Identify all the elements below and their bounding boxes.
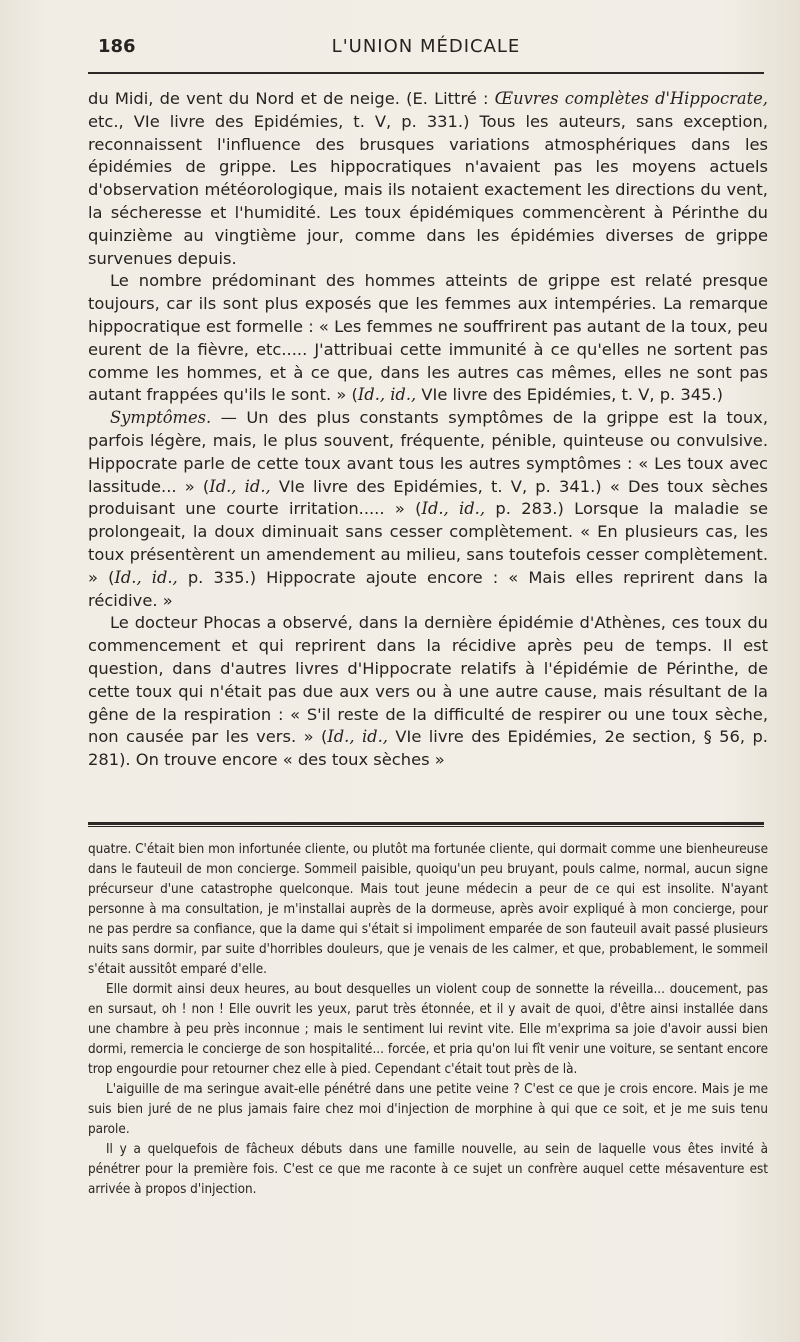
- body-paragraph: [88, 612, 768, 772]
- page-header: [88, 36, 764, 66]
- footnote-paragraph: Il y a quelquefois de fâcheux débuts dans une famille nouvelle, au sein de laquelle vous êtes invité à pénétrer pour la première fois. C'est ce que me raconte à ce sujet un confrère auquel cette mésaventure est arrivée à propos d'injection.: [88, 1142, 768, 1197]
- text-run: Le docteur Phocas a observé, dans la dernière épidémie d'Athènes, ces toux du commencement et qui reprirent dans la récidive après peu de temps. Il est question, dans d'autres livres d'Hippocrate relatifs à l'épidémie de Périnthe, de cette toux qui n'était pas due aux vers ou à une autre cause, mais résultant de la gêne de la respiration : « S'il reste de la difficulté de respirer ou une toux sèche, non causée par les vers. » (: [88, 613, 768, 747]
- header-rule: [88, 72, 764, 74]
- italic-run: Œuvres complètes d'Hippocrate,: [494, 89, 768, 108]
- text-run: p. 335.) Hippocrate ajoute encore : « Mais elles reprirent dans la récidive. »: [88, 567, 768, 610]
- running-title: L'UNION MÉDICALE: [331, 36, 521, 57]
- footnote-paragraph: Elle dormit ainsi deux heures, au bout desquelles un violent coup de sonnette la réveilla... doucement, pas en sursaut, oh ! non ! Elle ouvrit les yeux, parut très étonnée, et il y avait de quoi, d'être ainsi installée dans une chambre à peu près inconnue ; mais le sentiment lui revint vite. Elle m'exprima sa joie d'avoir aussi bien dormi, remercia le concierge de son hospitalité... forcée, et pria qu'on lui fît venir une voiture, se sentant encore trop engourdie pour retourner chez elle à pied. Cependant c'était tout près de là.: [88, 982, 768, 1077]
- text-run: VIe livre des Epidémies, t. V, p. 345.): [416, 385, 723, 405]
- text-run: VIe livre des Epidémies, 2e section, § 56, p. 281). On trouve encore « des toux sèches »: [88, 727, 768, 770]
- footnote-rule: [88, 822, 764, 827]
- main-text: [88, 88, 768, 772]
- footnote-paragraph: L'aiguille de ma seringue avait-elle pénétré dans une petite veine ? C'est ce que je crois encore. Mais je me suis bien juré de ne plus jamais faire chez moi d'injection de morphine à qui que ce soit, et je me suis tenu parole.: [88, 1082, 768, 1137]
- text-run: — Un des plus constants symptômes de la grippe est la toux, parfois légère, mais, le plus souvent, fréquente, pénible, quinteuse ou convulsive. Hippocrate parle de cette toux avant tous les autres symptômes : « Les toux avec lassitude... » (: [88, 408, 768, 496]
- body-paragraph: [88, 270, 768, 407]
- text-run: etc., VIe livre des Epidémies, t. V, p. 331.) Tous les auteurs, sans exception, reconnaissent l'influence des brusques variations atmosphériques dans les épidémies de grippe. Les hippocratiques n'avaient pas les moyens actuels d'observation météorologique, mais ils notaient exactement les directions du vent, la sécheresse et l'humidité. Les toux épidémiques commencèrent à Périnthe du quinzième au vingtième jour, comme dans les épidémies diverses de grippe survenues depuis.: [88, 111, 768, 268]
- footnote-paragraph: quatre. C'était bien mon infortunée cliente, ou plutôt ma fortunée cliente, qui dormait comme une bienheureuse dans le fauteuil de mon concierge. Sommeil paisible, quoiqu'un peu bruyant, pouls calme, normal, aucun signe précurseur d'une catastrophe quelconque. Mais tout jeune médecin a peur de ce qui est insolite. N'ayant personne à ma consultation, je m'installai auprès de la dormeuse, après avoir expliqué à mon concierge, pour ne pas perdre sa confiance, que la dame qui s'était si impoliment emparée de son fauteuil avait passé plusieurs nuits sans dormir, par suite d'horribles douleurs, que je venais de les calmer, et que, probablement, le sommeil s'était aussitôt emparé d'elle.: [88, 842, 768, 977]
- italic-run: Id., id.,: [357, 385, 417, 405]
- italic-run: Id., id.,: [209, 476, 271, 496]
- text-run: Le nombre prédominant des hommes atteints de grippe est relaté presque toujours, car ils sont plus exposés que les femmes aux intempéries. La remarque hippocratique est formelle : « Les femmes ne souffrirent pas autant de la toux, peu eurent de la fièvre, etc..... J'attribuai cette immunité à ce qu'elles ne sortent pas comme les hommes, et à ce que, dans les autres cas mêmes, elles ne sont pas autant frappées qu'ils le sont. » (: [88, 271, 768, 405]
- text-run: du Midi, de vent du Nord et de neige. (E. Littré :: [88, 89, 495, 108]
- text-run: p. 283.) Lorsque la maladie se prolongeait, la doux diminuait sans cesser complètement. « En plusieurs cas, les toux présentèrent un amendement au milieu, sans toutefois cesser complètement. » (: [88, 499, 768, 587]
- italic-run: Symptômes.: [110, 408, 212, 428]
- italic-run: Id., id.,: [114, 567, 178, 587]
- italic-run: Id., id.,: [327, 727, 388, 747]
- body-paragraph: [88, 407, 768, 612]
- text-run: VIe livre des Epidémies, t. V, p. 341.) « Des toux sèches produisant une courte irritation..... » (: [88, 476, 768, 519]
- italic-run: Id., id.,: [421, 499, 486, 519]
- footnote-text: [88, 840, 768, 1200]
- page-number: 186: [98, 36, 136, 57]
- body-paragraph: [88, 88, 768, 270]
